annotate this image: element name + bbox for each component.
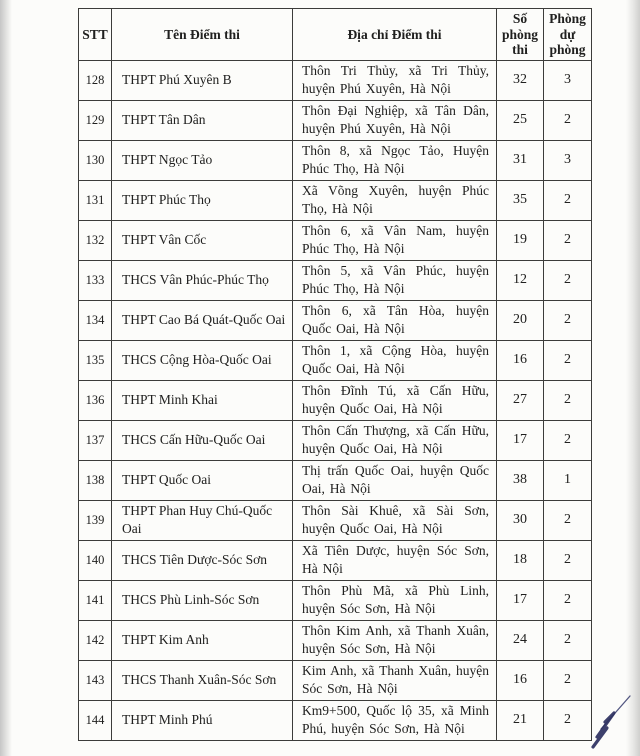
cell-name: THPT Minh Phú bbox=[112, 700, 293, 740]
cell-address: Thôn Sài Khuê, xã Sài Sơn, huyện Quốc Oai, Hà Nội bbox=[293, 500, 497, 540]
cell-stt: 136 bbox=[79, 380, 112, 420]
cell-backup: 2 bbox=[544, 180, 592, 220]
cell-stt: 143 bbox=[79, 660, 112, 700]
cell-address: Kim Anh, xã Thanh Xuân, huyện Sóc Sơn, Hà Nội bbox=[293, 660, 497, 700]
cell-address: Thôn Kim Anh, xã Thanh Xuân, huyện Sóc Sơn, Hà Nội bbox=[293, 620, 497, 660]
cell-name: THPT Phú Xuyên B bbox=[112, 60, 293, 100]
cell-name: THCS Tiên Dược-Sóc Sơn bbox=[112, 540, 293, 580]
cell-stt: 138 bbox=[79, 460, 112, 500]
cell-rooms: 16 bbox=[497, 340, 544, 380]
table-row bbox=[79, 180, 592, 220]
cell-rooms: 19 bbox=[497, 220, 544, 260]
cell-backup: 2 bbox=[544, 420, 592, 460]
cell-backup: 2 bbox=[544, 500, 592, 540]
cell-stt: 140 bbox=[79, 540, 112, 580]
cell-rooms: 20 bbox=[497, 300, 544, 340]
cell-address: Thị trấn Quốc Oai, huyện Quốc Oai, Hà Nội bbox=[293, 460, 497, 500]
cell-backup: 1 bbox=[544, 460, 592, 500]
cell-rooms: 17 bbox=[497, 580, 544, 620]
cell-rooms: 17 bbox=[497, 420, 544, 460]
cell-name: THPT Vân Cốc bbox=[112, 220, 293, 260]
cell-stt: 135 bbox=[79, 340, 112, 380]
cell-stt: 137 bbox=[79, 420, 112, 460]
cell-address: Thôn Phù Mã, xã Phù Linh, huyện Sóc Sơn, Hà Nội bbox=[293, 580, 497, 620]
cell-name: THPT Kim Anh bbox=[112, 620, 293, 660]
cell-rooms: 38 bbox=[497, 460, 544, 500]
table-row bbox=[79, 420, 592, 460]
cell-name: THCS Vân Phúc-Phúc Thọ bbox=[112, 260, 293, 300]
cell-rooms: 30 bbox=[497, 500, 544, 540]
cell-address: Xã Tiên Dược, huyện Sóc Sơn, Hà Nội bbox=[293, 540, 497, 580]
cell-stt: 141 bbox=[79, 580, 112, 620]
table-row bbox=[79, 540, 592, 580]
cell-stt: 134 bbox=[79, 300, 112, 340]
cell-address: Thôn 6, xã Vân Nam, huyện Phúc Thọ, Hà Nội bbox=[293, 220, 497, 260]
cell-rooms: 35 bbox=[497, 180, 544, 220]
table-row bbox=[79, 60, 592, 100]
cell-address: Xã Võng Xuyên, huyện Phúc Thọ, Hà Nội bbox=[293, 180, 497, 220]
cell-name: THPT Tân Dân bbox=[112, 100, 293, 140]
cell-address: Thôn 6, xã Tân Hòa, huyện Quốc Oai, Hà Nội bbox=[293, 300, 497, 340]
cell-rooms: 12 bbox=[497, 260, 544, 300]
cell-name: THCS Phù Linh-Sóc Sơn bbox=[112, 580, 293, 620]
cell-name: THPT Minh Khai bbox=[112, 380, 293, 420]
cell-address: Thôn Đĩnh Tú, xã Cấn Hữu, huyện Quốc Oai, Hà Nội bbox=[293, 380, 497, 420]
cell-name: THCS Thanh Xuân-Sóc Sơn bbox=[112, 660, 293, 700]
table-row bbox=[79, 580, 592, 620]
cell-backup: 2 bbox=[544, 700, 592, 740]
table-row bbox=[79, 660, 592, 700]
cell-backup: 2 bbox=[544, 260, 592, 300]
cell-stt: 129 bbox=[79, 100, 112, 140]
header-row bbox=[79, 9, 592, 61]
cell-rooms: 31 bbox=[497, 140, 544, 180]
header-rooms: Số phòng thi bbox=[497, 9, 544, 61]
cell-rooms: 18 bbox=[497, 540, 544, 580]
table-header bbox=[79, 9, 592, 61]
cell-name: THCS Cộng Hòa-Quốc Oai bbox=[112, 340, 293, 380]
cell-rooms: 21 bbox=[497, 700, 544, 740]
page-edge-left bbox=[0, 0, 12, 756]
cell-address: Thôn Đại Nghiệp, xã Tân Dân, huyện Phú Xuyên, Hà Nội bbox=[293, 100, 497, 140]
cell-name: THPT Quốc Oai bbox=[112, 460, 293, 500]
cell-rooms: 27 bbox=[497, 380, 544, 420]
table-row bbox=[79, 300, 592, 340]
table-row bbox=[79, 500, 592, 540]
cell-address: Thôn 8, xã Ngọc Tảo, Huyện Phúc Thọ, Hà Nội bbox=[293, 140, 497, 180]
exam-sites-table bbox=[78, 8, 592, 741]
cell-rooms: 25 bbox=[497, 100, 544, 140]
cell-backup: 2 bbox=[544, 620, 592, 660]
cell-backup: 2 bbox=[544, 100, 592, 140]
cell-backup: 2 bbox=[544, 660, 592, 700]
table-row bbox=[79, 340, 592, 380]
cell-stt: 132 bbox=[79, 220, 112, 260]
cell-stt: 139 bbox=[79, 500, 112, 540]
table-body bbox=[79, 60, 592, 740]
cell-name: THPT Phan Huy Chú-Quốc Oai bbox=[112, 500, 293, 540]
cell-stt: 128 bbox=[79, 60, 112, 100]
cell-backup: 3 bbox=[544, 60, 592, 100]
cell-backup: 2 bbox=[544, 220, 592, 260]
table-row bbox=[79, 700, 592, 740]
cell-backup: 2 bbox=[544, 380, 592, 420]
cell-name: THPT Cao Bá Quát-Quốc Oai bbox=[112, 300, 293, 340]
cell-name: THPT Phúc Thọ bbox=[112, 180, 293, 220]
header-backup: Phòng dự phòng bbox=[544, 9, 592, 61]
header-address: Địa chỉ Điểm thi bbox=[293, 9, 497, 61]
cell-backup: 2 bbox=[544, 300, 592, 340]
cell-stt: 142 bbox=[79, 620, 112, 660]
table-row bbox=[79, 100, 592, 140]
cell-rooms: 32 bbox=[497, 60, 544, 100]
cell-name: THPT Ngọc Tảo bbox=[112, 140, 293, 180]
table-row bbox=[79, 620, 592, 660]
cell-backup: 3 bbox=[544, 140, 592, 180]
cell-backup: 2 bbox=[544, 340, 592, 380]
table-row bbox=[79, 260, 592, 300]
page-edge-right bbox=[626, 0, 640, 756]
cell-stt: 131 bbox=[79, 180, 112, 220]
header-stt: STT bbox=[79, 9, 112, 61]
table-row bbox=[79, 460, 592, 500]
cell-address: Thôn 1, xã Cộng Hòa, huyện Quốc Oai, Hà Nội bbox=[293, 340, 497, 380]
table-row bbox=[79, 220, 592, 260]
cell-address: Thôn Tri Thủy, xã Tri Thủy, huyện Phú Xuyên, Hà Nội bbox=[293, 60, 497, 100]
cell-rooms: 16 bbox=[497, 660, 544, 700]
cell-stt: 130 bbox=[79, 140, 112, 180]
cell-rooms: 24 bbox=[497, 620, 544, 660]
cell-address: Thôn 5, xã Vân Phúc, huyện Phúc Thọ, Hà Nội bbox=[293, 260, 497, 300]
cell-stt: 144 bbox=[79, 700, 112, 740]
cell-backup: 2 bbox=[544, 540, 592, 580]
cell-stt: 133 bbox=[79, 260, 112, 300]
table-row bbox=[79, 140, 592, 180]
cell-backup: 2 bbox=[544, 580, 592, 620]
table-row bbox=[79, 380, 592, 420]
cell-address: Thôn Cấn Thượng, xã Cấn Hữu, huyện Quốc Oai, Hà Nội bbox=[293, 420, 497, 460]
cell-address: Km9+500, Quốc lộ 35, xã Minh Phú, huyện Sóc Sơn, Hà Nội bbox=[293, 700, 497, 740]
cell-name: THCS Cấn Hữu-Quốc Oai bbox=[112, 420, 293, 460]
header-name: Tên Điểm thi bbox=[112, 9, 293, 61]
